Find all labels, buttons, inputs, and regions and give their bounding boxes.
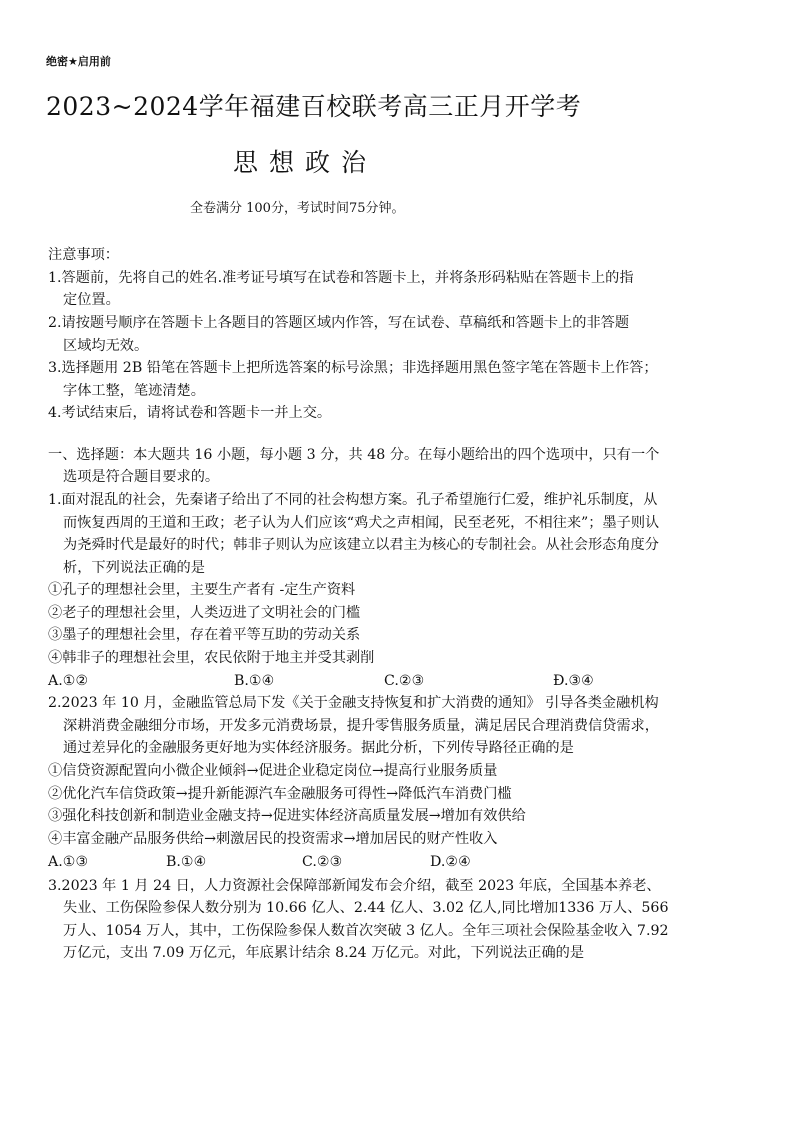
q1-option-c: C.②③ — [384, 673, 425, 689]
q2-option-b: B.①④ — [166, 854, 207, 870]
q2-statement-4: ④丰富金融产品服务供给→刺激居民的投资需求→增加居民的财产性收入 — [48, 831, 498, 847]
note-4: 4.考试结束后，请将试卷和答题卡一并上交。 — [48, 405, 332, 421]
q2-option-d: D.②④ — [430, 854, 471, 870]
subject-title: 思想政治 — [233, 148, 378, 177]
q1-stem-line: 析，下列说法正确的是 — [63, 560, 205, 576]
q1-option-b: B.①④ — [234, 673, 275, 689]
section-heading-cont: 选项是符合题目要求的。 — [63, 469, 220, 485]
q1-option-d: Ð.③④ — [553, 673, 594, 689]
q2-statement-2: ②优化汽车信贷政策→提升新能源汽车金融服务可得性→降低汽车消费门槛 — [48, 786, 512, 802]
q2-statement-1: ①信贷资源配置向小微企业倾斜→促进企业稳定岗位→提高行业服务质量 — [48, 763, 498, 779]
exam-info: 全卷满分 100分，考试时间75分钟。 — [190, 201, 405, 216]
q1-statement-3: ③墨子的理想社会里，存在着平等互助的劳动关系 — [48, 627, 361, 643]
secret-label: 绝密★启用前 — [46, 55, 111, 68]
q1-statement-2: ②老子的理想社会里，人类迈进了文明社会的门槛 — [48, 605, 361, 621]
q2-stem-line: 2.2023 年 10 月，金融监管总局下发《关于金融支持恢复和扩大消费的通知》 引导各类金融机构 — [48, 695, 659, 711]
note-2-cont: 区域均无效。 — [63, 338, 149, 354]
exam-title: 2023~2024学年福建百校联考高三正月开学考 — [46, 92, 582, 121]
notes-heading: 注意事项： — [48, 247, 119, 263]
section-heading: 一、选择题：本大题共 16 小题，每小题 3 分，共 48 分。在每小题给出的四个选项中，只有一个 — [48, 447, 660, 463]
note-1: 1.答题前，先将自己的姓名.准考证号填写在试卷和答题卡上，并将条形码粘贴在答题卡上的指 — [48, 270, 634, 286]
q1-stem-line: 为尧舜时代是最好的时代；韩非子则认为应该建立以君主为核心的专制社会。从社会形态角度分 — [63, 537, 659, 553]
note-2: 2.请按题号顺序在答题卡上各题目的答题区域内作答，写在试卷、草稿纸和答题卡上的非答题 — [48, 315, 630, 331]
note-3: 3.选择题用 2B 铅笔在答题卡上把所选答案的标号涂黑；非选择题用黑色签字笔在答题卡上作答； — [48, 360, 658, 376]
q2-option-c: C.②③ — [302, 854, 343, 870]
q1-stem-line: 1.面对混乱的社会，先秦诸子给出了不同的社会构想方案。孔子希望施行仁爱，维护礼乐制度，从 — [48, 492, 658, 508]
q2-stem-line: 深耕消费金融细分市场，开发多元消费场景，提升零售服务质量，满足居民合理消费信贷需求， — [63, 718, 659, 734]
q3-stem-line: 3.2023 年 1 月 24 日，人力资源社会保障部新闻发布会介绍，截至 2023 年底，全国基本养老、 — [48, 878, 661, 894]
q2-option-a: A.①③ — [48, 854, 89, 870]
q3-stem-line: 万亿元，支出 7.09 万亿元，年底累计结余 8.24 万亿元。对此，下列说法正确的是 — [63, 945, 585, 961]
note-1-cont: 定位置。 — [63, 292, 120, 308]
q3-stem-line: 失业、工伤保险参保人数分别为 10.66 亿人、2.44 亿人、3.02 亿人,同比增加1336 万人、566 — [63, 900, 669, 916]
q1-option-a: A.①② — [48, 673, 89, 689]
note-3-cont: 字体工整，笔迹清楚。 — [63, 383, 205, 399]
q1-statement-1: ①孔子的理想社会里，主要生产者有 -定生产资料 — [48, 582, 356, 598]
q1-statement-4: ④韩非子的理想社会里，农民依附于地主并受其剥削 — [48, 650, 375, 666]
q2-stem-line: 通过差异化的金融服务更好地为实体经济服务。据此分析，下列传导路径正确的是 — [63, 740, 574, 756]
q2-statement-3: ③强化科技创新和制造业金融支持→促进实体经济高质量发展→增加有效供给 — [48, 808, 526, 824]
q3-stem-line: 万人、1054 万人，其中，工伤保险参保人数首次突破 3 亿人。全年三项社会保险基金收入 7.92 — [63, 923, 669, 939]
q1-stem-line: 而恢复西周的王道和王政；老子认为人们应该“鸡犬之声相闻，民至老死，不相往来”；墨子则认 — [63, 515, 660, 531]
